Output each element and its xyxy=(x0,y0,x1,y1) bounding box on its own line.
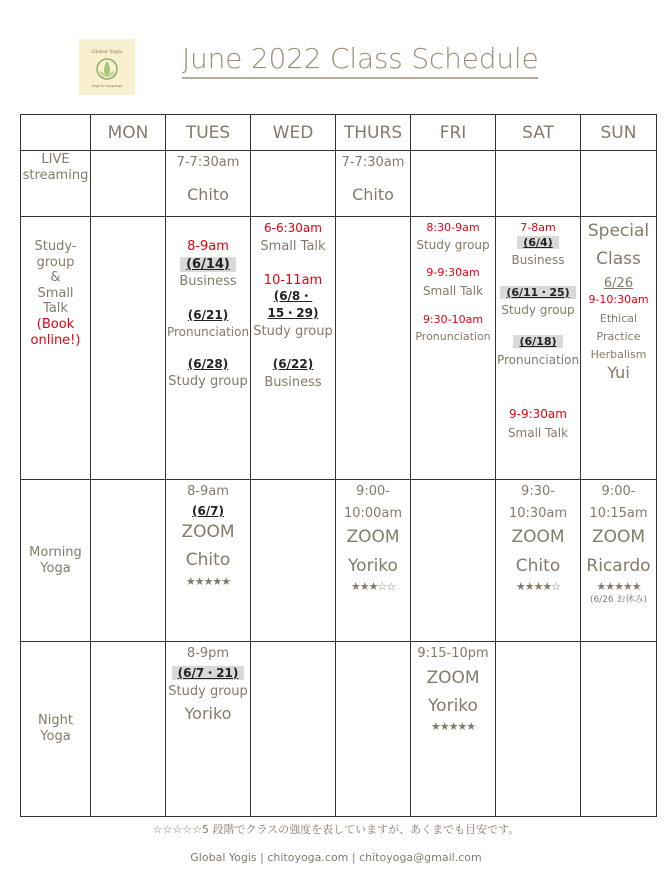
class-name: Small Talk xyxy=(422,283,484,298)
cell-morning-sun xyxy=(581,480,657,642)
class-name: Business xyxy=(179,274,237,290)
corner-cell xyxy=(21,115,91,151)
class-time: 9:30-10am xyxy=(422,313,484,327)
class-time: 7-8am xyxy=(520,221,556,234)
cell-night-sat xyxy=(496,642,581,817)
class-time: 9-9:30am xyxy=(426,265,480,279)
day-header-mon: MON xyxy=(91,115,166,151)
class-name: Study group xyxy=(168,373,248,389)
row-label-text: LIVE xyxy=(41,152,70,167)
intensity-legend: ☆☆☆☆☆5 段階でクラスの強度を表していますが、あくまでも目安です。 xyxy=(152,823,520,836)
class-name: Study group xyxy=(501,302,575,317)
row-label-night xyxy=(21,642,91,817)
cell-live-sun xyxy=(581,151,657,217)
class-time: 10:30am xyxy=(508,505,568,521)
cell-night-wed xyxy=(251,642,336,817)
class-date: (6/22) xyxy=(272,356,314,371)
logo xyxy=(79,39,135,95)
day-header-fri: FRI xyxy=(411,115,496,151)
day-header-sun: SUN xyxy=(581,115,657,151)
page-title: June 2022 Class Schedule xyxy=(182,42,538,79)
class-name: Business xyxy=(264,375,322,391)
cell-live-tue xyxy=(166,151,251,217)
logo-lotus-icon xyxy=(85,45,129,89)
class-name: Herbalism xyxy=(590,347,647,361)
row-label-text: Study- xyxy=(34,239,77,254)
teacher-name: Yui xyxy=(607,363,630,383)
cell-live-mon xyxy=(91,151,166,217)
class-time: 10:00am xyxy=(343,505,403,521)
class-name: Pronunciation xyxy=(415,330,491,344)
class-date: (6/4) xyxy=(517,236,558,249)
cell-morning-fri xyxy=(411,480,496,642)
cell-night-fri xyxy=(411,642,496,817)
class-name: Study group xyxy=(416,238,490,253)
cell-study-fri xyxy=(411,217,496,480)
class-name: Ethical xyxy=(599,311,638,325)
teacher-name: Yoriko xyxy=(184,703,232,723)
row-label-text: Yoga xyxy=(40,729,71,744)
intensity-stars: ★★★★★ xyxy=(185,574,231,588)
contact-info: Global Yogis | chitoyoga.com | chitoyoga@gmail.com xyxy=(190,851,482,864)
class-name: Pronunciation xyxy=(166,325,250,340)
day-header-tue: TUES xyxy=(166,115,251,151)
cell-morning-tue xyxy=(166,480,251,642)
class-time: 9:15-10pm xyxy=(417,646,489,661)
intensity-stars: ★★★☆☆ xyxy=(350,579,396,593)
row-label-text: streaming xyxy=(22,167,89,183)
class-time: 9:00- xyxy=(356,484,390,499)
class-date: (6/18) xyxy=(513,335,562,348)
cell-morning-mon xyxy=(91,480,166,642)
class-name: Business xyxy=(511,253,565,268)
cell-live-wed xyxy=(251,151,336,217)
cell-morning-thu xyxy=(336,480,411,642)
cell-live-sat xyxy=(496,151,581,217)
day-header-thu: THURS xyxy=(336,115,411,151)
class-date: 15・29) xyxy=(267,305,319,320)
row-label-study xyxy=(21,217,91,480)
teacher-name: Chito xyxy=(187,184,229,204)
class-heading: Special xyxy=(587,221,650,241)
intensity-stars: ★★★★☆ xyxy=(515,579,561,593)
class-time: 7-7:30am xyxy=(341,155,405,170)
class-mode: ZOOM xyxy=(426,667,480,688)
class-note: (6/26 お休み) xyxy=(589,595,648,606)
teacher-name: Chito xyxy=(185,550,231,571)
class-mode: ZOOM xyxy=(591,527,646,548)
cell-study-thu xyxy=(336,217,411,480)
cell-night-sun xyxy=(581,642,657,817)
class-time: 6-6:30am xyxy=(264,221,322,235)
row-label-book-online: (Book xyxy=(36,316,75,332)
class-time: 8-9pm xyxy=(186,646,230,661)
class-date: (6/8・ xyxy=(273,288,313,303)
teacher-name: Yoriko xyxy=(428,695,478,716)
day-header-wed: WED xyxy=(251,115,336,151)
cell-study-wed xyxy=(251,217,336,480)
row-label-text: group xyxy=(36,254,75,270)
cell-morning-wed xyxy=(251,480,336,642)
row-label-live xyxy=(21,151,91,217)
row-label-book-online: online!) xyxy=(30,332,81,348)
row-label-text: Yoga xyxy=(40,560,71,576)
class-mode: ZOOM xyxy=(346,527,400,548)
row-label-text: & xyxy=(50,270,61,286)
teacher-name: Yoriko xyxy=(348,555,398,576)
class-name: Small Talk xyxy=(507,426,569,441)
row-label-text: Small xyxy=(37,285,74,301)
class-name: Practice xyxy=(596,329,641,343)
class-date: (6/28) xyxy=(187,356,229,371)
class-date: (6/21) xyxy=(187,307,229,322)
class-name: Pronunciation xyxy=(496,352,580,367)
class-time: 9-9:30am xyxy=(509,406,567,421)
class-mode: ZOOM xyxy=(511,527,565,548)
class-date: (6/7) xyxy=(191,503,225,518)
logo-text-1: Global Yogis xyxy=(91,49,123,55)
cell-morning-sat xyxy=(496,480,581,642)
class-name: Study group xyxy=(253,324,333,340)
cell-night-tue xyxy=(166,642,251,817)
row-night-yoga xyxy=(21,642,657,817)
intensity-stars: ★★★★★ xyxy=(430,720,476,734)
class-mode: ZOOM xyxy=(181,521,235,542)
class-time: 8-9am xyxy=(187,239,229,254)
class-date: (6/11・25) xyxy=(500,286,575,299)
cell-study-mon xyxy=(91,217,166,480)
cell-live-thu xyxy=(336,151,411,217)
row-label-text: Talk xyxy=(43,301,68,317)
class-time: 8:30-9am xyxy=(426,221,480,234)
class-heading: Class xyxy=(596,249,641,270)
cell-study-tue xyxy=(166,217,251,480)
class-date: (6/14) xyxy=(180,257,236,272)
teacher-name: Ricardo xyxy=(586,555,651,576)
cell-live-fri xyxy=(411,151,496,217)
row-study-group xyxy=(21,217,657,480)
teacher-name: Chito xyxy=(515,555,561,576)
class-time: 10-11am xyxy=(263,272,323,288)
class-date: (6/7・21) xyxy=(172,666,245,680)
row-label-morning xyxy=(21,480,91,642)
class-time: 7-7:30am xyxy=(176,155,240,170)
row-morning-yoga xyxy=(21,480,657,642)
schedule-table xyxy=(20,114,657,817)
row-label-text: Night xyxy=(38,713,73,729)
class-name: Small Talk xyxy=(260,239,326,255)
teacher-name: Chito xyxy=(352,184,394,204)
intensity-stars: ★★★★★ xyxy=(596,579,641,593)
cell-night-mon xyxy=(91,642,166,817)
day-header-sat: SAT xyxy=(496,115,581,151)
class-time: 10:15am xyxy=(589,505,648,521)
logo-text-2: Yoga & Language xyxy=(91,84,123,88)
header-row xyxy=(21,115,657,151)
cell-study-sat xyxy=(496,217,581,480)
cell-study-sun xyxy=(581,217,657,480)
class-time: 9:30- xyxy=(521,484,555,499)
row-live-streaming xyxy=(21,151,657,217)
class-time: 9-10:30am xyxy=(588,293,649,307)
class-time: 9:00- xyxy=(601,484,636,499)
class-time: 8-9am xyxy=(187,484,229,499)
row-label-text: Morning xyxy=(29,544,82,560)
cell-night-thu xyxy=(336,642,411,817)
class-date: 6/26 xyxy=(603,275,634,291)
class-name: Study group xyxy=(168,683,248,699)
